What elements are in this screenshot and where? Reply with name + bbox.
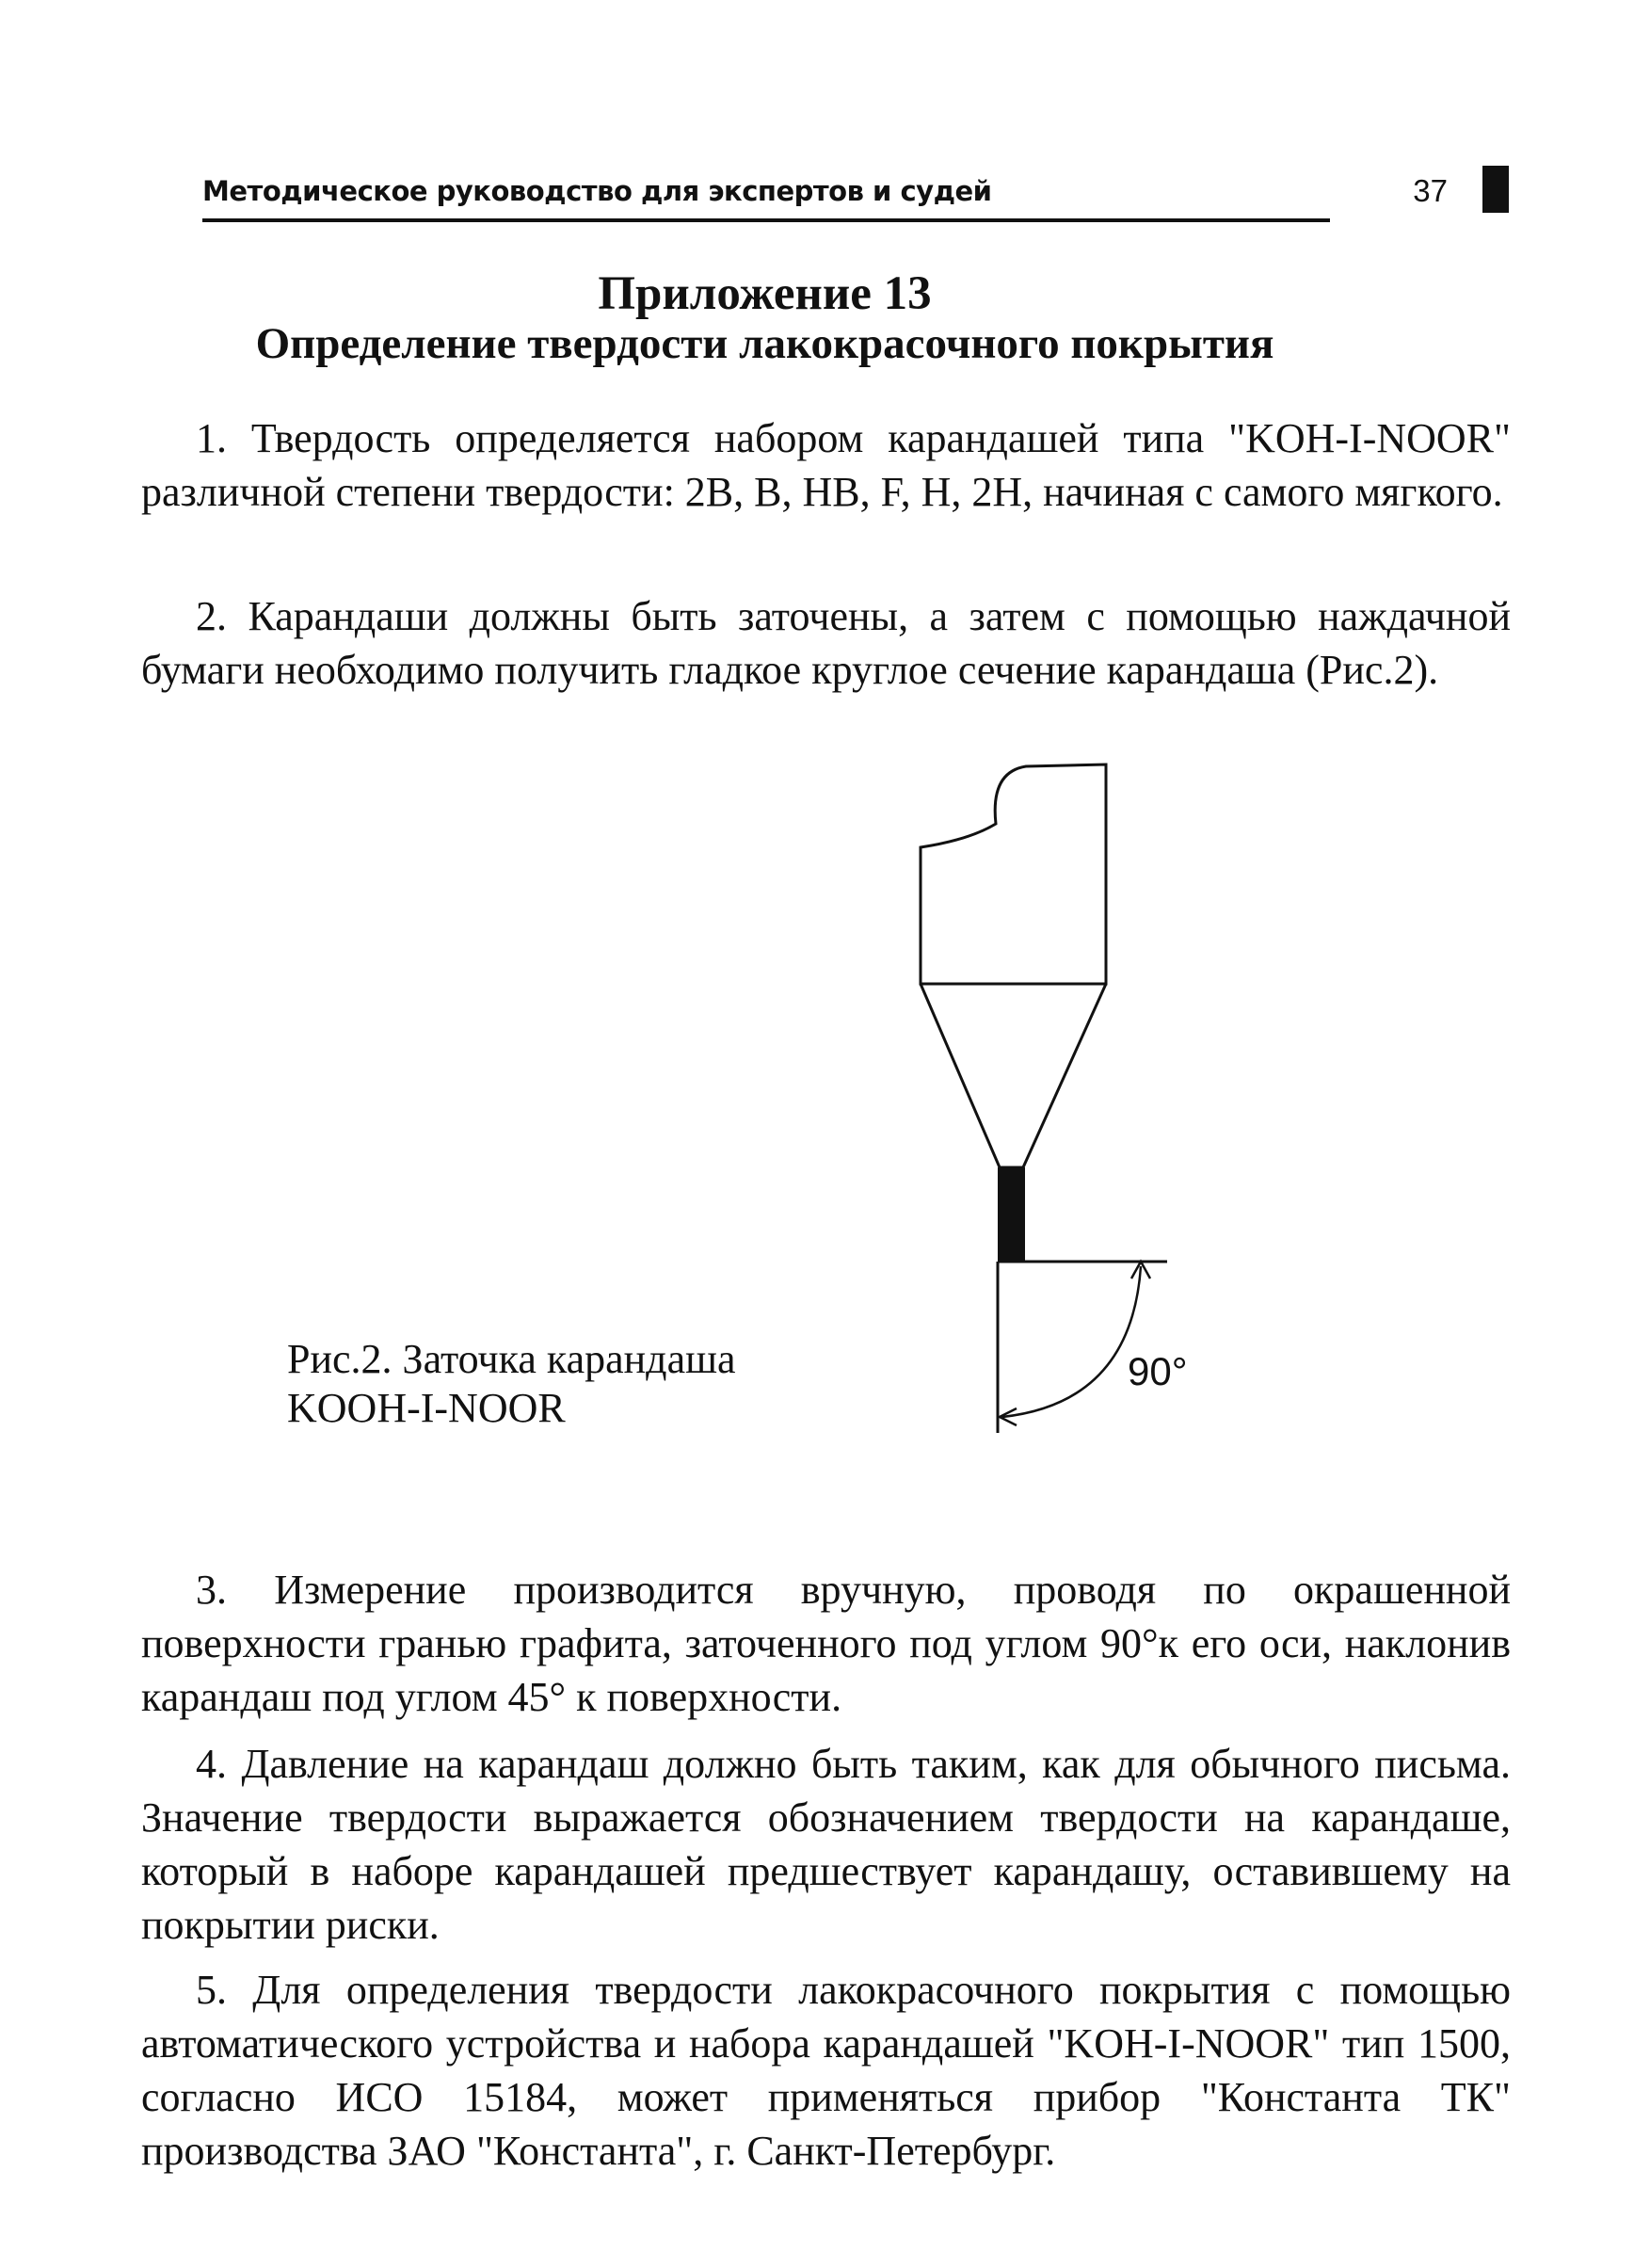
figure-caption-line-2: KOOH-I-NOOR (287, 1385, 566, 1431)
angle-arc (1002, 1266, 1141, 1417)
paragraph-3: 3. Измерение производится вручную, проводя по окрашенной поверхности гранью графита, заточенного под углом 90°к его оси, наклонив карандаш под углом 45° к поверхности. (141, 1567, 1511, 1720)
running-title: Методическое руководство для экспертов и судей (202, 175, 992, 207)
pencil-diagram (885, 753, 1224, 1450)
page-corner-mark (1482, 166, 1509, 213)
pencil-cone (921, 984, 1106, 1167)
paragraph-5: 5. Для определения твердости лакокрасочного покрытия с помощью автоматического устройства и набора карандашей "KOH-I-NOOR" тип 1500, согласно ИСО 15184, может применяться прибор "Константа ТК" производства ЗАО "Константа", г. Санкт-Петербург. (141, 1967, 1511, 2174)
header-rule (202, 218, 1330, 222)
graphite-lead (998, 1167, 1025, 1262)
paragraph-4: 4. Давление на карандаш должно быть таким, как для обычного письма. Значение твердости выражается обозначением твердости на карандаше, который в наборе карандашей предшествует карандашу, оставившему на покрытии риски. (141, 1741, 1511, 1948)
running-header (202, 166, 1448, 222)
appendix-subtitle: Определение твердости лакокрасочного покрытия (255, 319, 1274, 368)
appendix-title: Приложение 13 (598, 267, 932, 320)
pencil-body (921, 764, 1106, 984)
paragraph-2: 2. Карандаши должны быть заточены, а затем с помощью наждачной бумаги необходимо получить гладкое круглое сечение карандаша (Рис.2). (141, 593, 1511, 693)
paragraph-1: 1. Твердость определяется набором карандашей типа "KOH-I-NOOR" различной степени твердости: 2В, В, НВ, F, Н, 2Н, начиная с самого мягкого. (141, 415, 1511, 515)
angle-label: 90° (1128, 1349, 1188, 1393)
page-number: 37 (1413, 173, 1448, 208)
pencil-figure (885, 753, 1224, 1450)
figure-caption-line-1: Рис.2. Заточка карандаша (287, 1336, 736, 1382)
figure-caption (287, 1335, 736, 1433)
